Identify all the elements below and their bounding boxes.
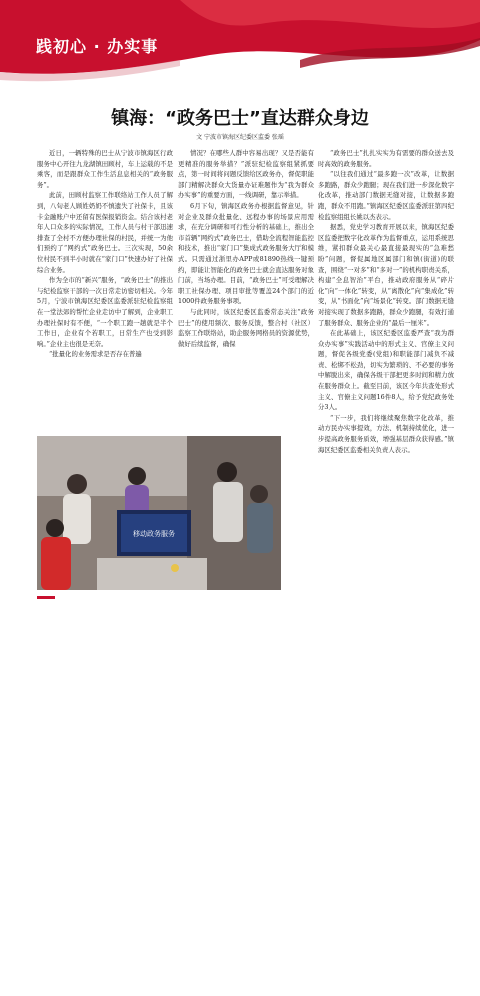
paragraph: 此前，田顾村监察工作联络站工作人员了解到，八旬老人顾姓奶奶不慎遗失了社保卡，且该卡金融账户中还留有医保报销资金。结合该村老年人口众多的实际情况，工作人员与村干部迅速排查了全村不方便办理社保的村民，并统一为他们预约了“网约式”政务巴士。三次实现，50余位村民不到半小时就在“家门口”快速办好了社保综合业务。 bbox=[37, 191, 173, 274]
paragraph: 与此同时，该区纪委区监委常态关注“政务巴士”的使用频次、服务反馈，整合村（社区）监察工作联络站，助企服务网格员的资源优势，做好后续监督，确保 bbox=[178, 307, 314, 348]
page-marker bbox=[37, 596, 55, 599]
paragraph: 在此基础上，该区纪委区监委严查“我为群众办实事”实践活动中的形式主义、官僚主义问题，督促各级党委(党组)和职能部门减负不减责、松绑不松劲，切实为繁琐的、不必要的事务中解脱出来，确保各级干部把更多时间和精力放在服务群众上。截至目前，该区今年共查处形式主义、官僚主义问题16件8人，给予党纪政务处分3人。 bbox=[318, 329, 454, 412]
column-title: 践初心 · 办实事 bbox=[36, 37, 159, 56]
screen-label: 移动政务服务 bbox=[133, 530, 175, 538]
article-photo bbox=[37, 436, 319, 995]
text-column-2 bbox=[178, 148, 314, 430]
paragraph: 6月下旬，镇海区政务办根据监督意见，针对企业及群众批量化、远程办事的场景应用需求，在充分调研和可行性分析的基础上，推出全市首辆“网约式”政务巴士，借助全流程智能监控和技术，推出“家门口”集成式政务服务大厅和模式。只需通过浙里办APP或81890热线一键预约，即能让智能化的政务巴士就会直达服务对象门前，当场办理。目前，“政务巴士”可受理解决职工社保办理、项目审批等覆盖24个部门的近1000件政务服务事项。 bbox=[178, 201, 314, 306]
paragraph: 近日，一辆特殊的巴士从宁波市镇海区行政服务中心开往九龙湖镇田顾村，车上运载的不是乘客，而是跟群众工作生活息息相关的“政务服务”。 bbox=[37, 149, 173, 189]
paragraph: “政务巴士”扎扎实实为有需要的群众送去及时高效的政务服务。 bbox=[318, 149, 454, 168]
paragraph: “下一步，我们将继续聚焦数字化改革，推动方民办实事提效，方法、机制持续优化，进一步提高政务服务质效，增强基层群众获得感。”镇海区纪委区监委相关负责人表示。 bbox=[318, 413, 454, 454]
article-byline: 文 宁波市镇海区纪委区监委 张瑶 bbox=[196, 134, 284, 141]
paragraph: 据悉，党史学习教育开展以来，镇海区纪委区监委把数字化改革作为监督重点，运用系统思维，紧扣群众最关心最直接最现实的“急难愁盼”问题，督促属地区属部门和镇(街道)的联查，围绕“一对多”和“多对一”的机构职责关系，构建“全息智治”平台，推动政府服务从“碎片化”向“一体化”转变，从“离散化”向“集成化”转变，从“书面化”向“场景化”转变。部门数据无缝对接实现了数据多跑路，群众少跑腿，有效打通了服务群众、服务企业的“最后一厘米”。 bbox=[318, 223, 454, 327]
text-column-3 bbox=[318, 148, 454, 582]
article-headline: 镇海：“政务巴士”直达群众身边 bbox=[111, 108, 369, 129]
photo-caption: “政务巴士”为群众提供上门服务 bbox=[289, 973, 319, 995]
paragraph: “以往我们通过“最多跑一次”改革，让数据多跑路，群众少跑腿；现在我们进一步深化数字化改革，推动部门数据无缝对接，让数据多跑跑，群众不用跑。”镇海区纪委区监委派驻第四纪检监察组组长姚以杰表示。 bbox=[318, 170, 454, 221]
paragraph: 情况？在哪些人群中容易出现？又是否能有更精准的服务举措？”派驻纪检监察组紧抓要点，第一时间将问题反馈给区政务办，督促职能部门精解决群众大货量办证难题作为“我为群众办实事”的重要方面，一线调研，靠示举措。 bbox=[178, 149, 314, 200]
paragraph: “批量化的业务需求是否存在普遍 bbox=[49, 350, 142, 359]
header-banner bbox=[0, 0, 480, 90]
text-column-1 bbox=[37, 148, 173, 428]
photo-illustration bbox=[37, 436, 281, 590]
paragraph: 作为全市的“新兴”服务，“政务巴士”的推出与纪检监察干部的一次日常走访密切相关。今年5月，宁波市镇海区纪委区监委派驻纪检监察组在一堂法郊的帮忙企业走访中了解到，企业职工办理社保时有不便，“一个职工跑一趟就是半个工作日，企业有个若职工，日常生产也受到影响。”企业主也很是无奈。 bbox=[37, 276, 173, 348]
